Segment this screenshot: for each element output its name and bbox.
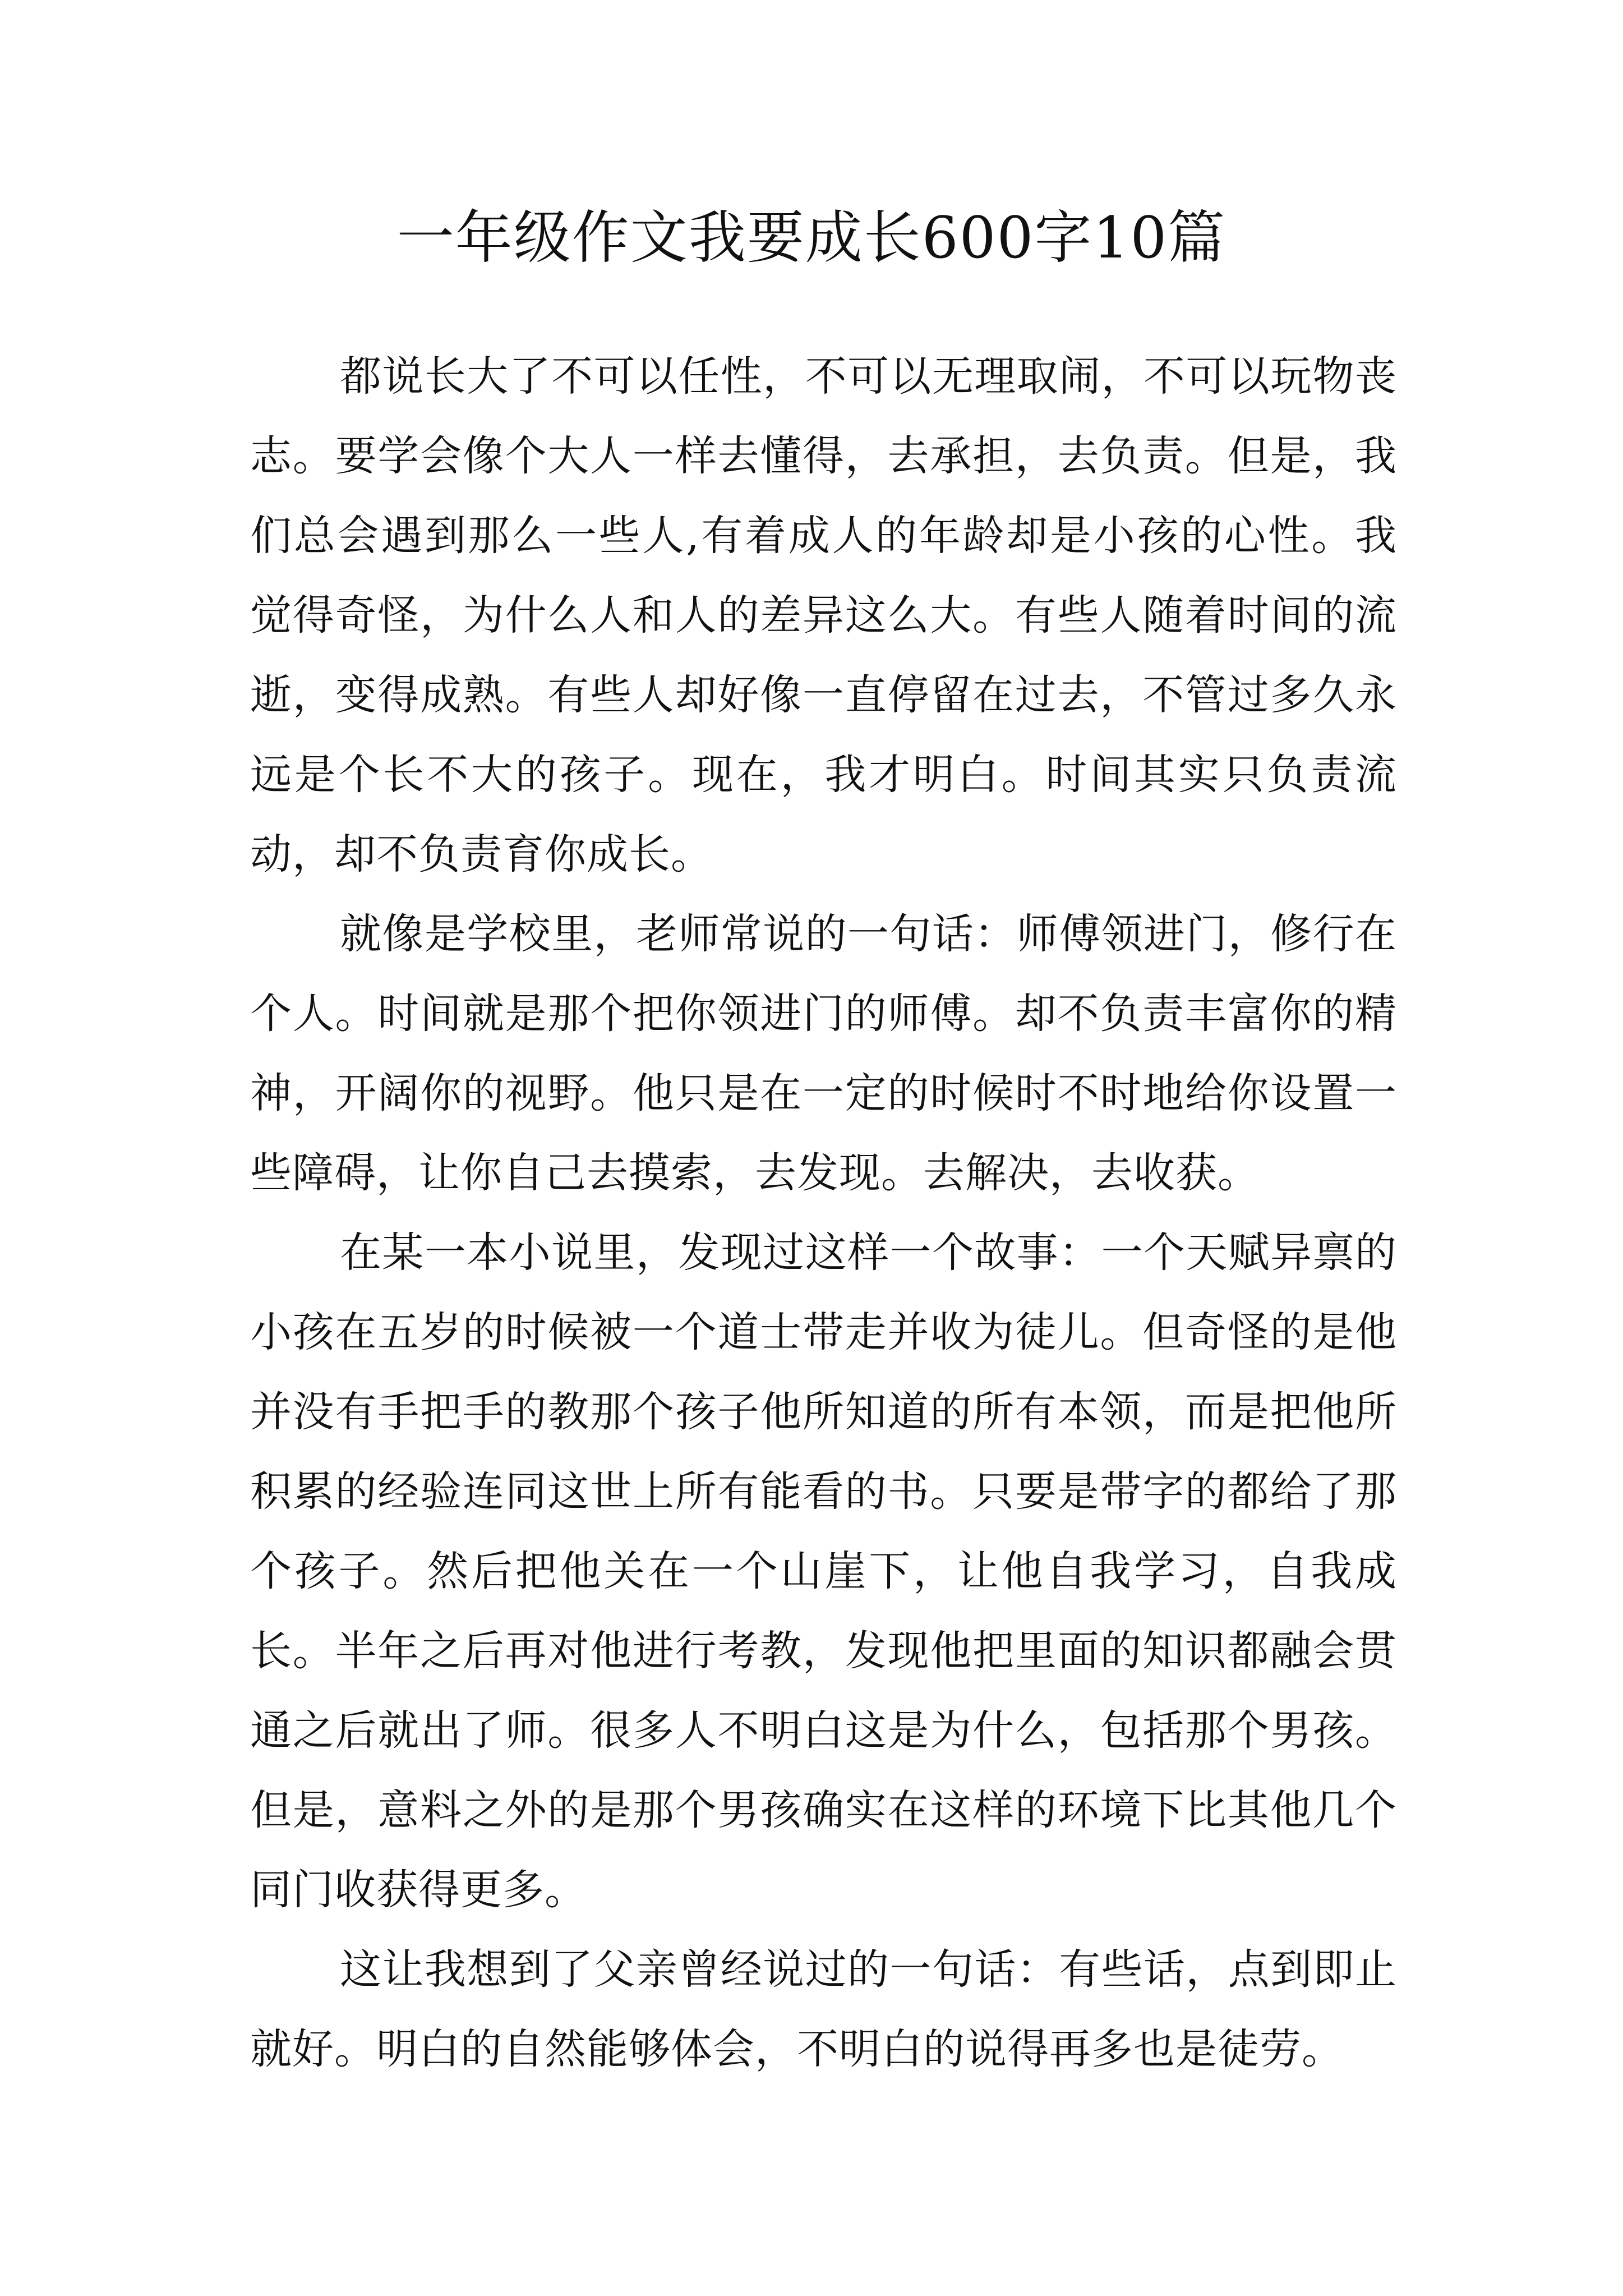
paragraph-2: 就像是学校里，老师常说的一句话：师傅领进门，修行在个人。时间就是那个把你领进门的师傅。却不负责丰富你的精神，开阔你的视野。他只是在一定的时候时不时地给你设置一些障碍，让你自己去摸索，去发现。去解决，去收获。: [250, 910, 1397, 1197]
paragraph-1: 都说长大了不可以任性，不可以无理取闹，不可以玩物丧志。要学会像个大人一样去懂得，去承担，去负责。但是，我们总会遇到那么一些人,有着成人的年龄却是小孩的心性。我觉得奇怪，为什么人和人的差异这么大。有些人随着时间的流逝，变得成熟。有些人却好像一直停留在过去，不管过多久永远是个长不大的孩子。现在，我才明白。时间其实只负责流动，却不负责育你成长。: [250, 352, 1397, 878]
document-title: 一年级作文我要成长600字10篇: [396, 205, 1227, 272]
document-body: [250, 337, 1397, 2089]
paragraph-3: 在某一本小说里，发现过这样一个故事：一个天赋异禀的小孩在五岁的时候被一个道士带走并收为徒儿。但奇怪的是他并没有手把手的教那个孩子他所知道的所有本领，而是把他所积累的经验连同这世上所有能看的书。只要是带字的都给了那个孩子。然后把他关在一个山崖下，让他自我学习，自我成长。半年之后再对他进行考教，发现他把里面的知识都融会贯通之后就出了师。很多人不明白这是为什么，包括那个男孩。但是，意料之外的是那个男孩确实在这样的环境下比其他几个同门收获得更多。: [250, 1228, 1397, 1914]
paragraph-4: 这让我想到了父亲曾经说过的一句话：有些话，点到即止就好。明白的自然能够体会，不明白的说得再多也是徒劳。: [250, 1945, 1397, 2073]
